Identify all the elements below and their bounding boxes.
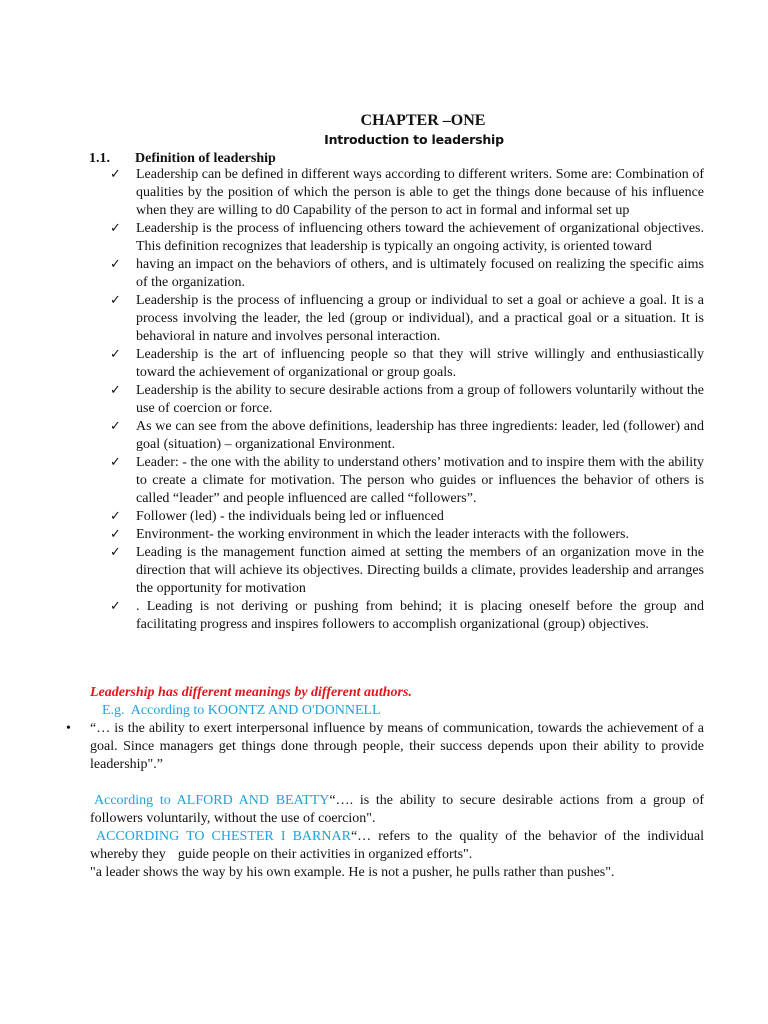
list-item-text: As we can see from the above definitions, leadership has three ingredients: leader, led (follower) and goal (situation) – organizational Environment. [136, 419, 704, 452]
authors-section [66, 684, 704, 882]
chester-quote-end: guide people on their activities in organized efforts". [177, 847, 473, 862]
list-item [110, 382, 704, 418]
koontz-quote [66, 720, 704, 774]
checkmark-icon: ✓ [110, 419, 121, 434]
chester-quote-start: “… refers to the quality of the behavior of the individual whereby they [90, 829, 704, 862]
section-title: Definition of leadership [135, 151, 276, 166]
checkmark-icon: ✓ [110, 293, 121, 308]
eg-line [90, 702, 704, 720]
spacer [90, 774, 704, 792]
list-item [110, 508, 704, 526]
alford-quote: “…. is the ability to secure desirable actions from a group of followers voluntarily, without the use of coercion". [90, 793, 704, 826]
checkmark-icon: ✓ [110, 545, 121, 560]
checkmark-icon: ✓ [110, 347, 121, 362]
koontz-label: According to KOONTZ AND O'DONNELL [130, 703, 381, 718]
list-item-text: Leading is the management function aimed at setting the members of an organization move in the direction that will achieve its objectives. Directing builds a climate, provides leadership and arranges the opportunity for motivation [136, 545, 704, 596]
eg-prefix: E.g. [102, 703, 125, 718]
list-item [110, 454, 704, 508]
list-item [110, 598, 704, 634]
checkmark-icon: ✓ [110, 383, 121, 398]
list-item-text: Leadership is the ability to secure desirable actions from a group of followers voluntarily without the use of coercion or force. [136, 383, 704, 416]
list-item [110, 292, 704, 346]
list-item-text: Leader: - the one with the ability to understand others’ motivation and to inspire them with the ability to create a climate for motivation. The person who guides or influences the behavior of others is called “leader” and people influenced are called “followers”. [136, 455, 704, 506]
authors-heading: Leadership has different meanings by different authors. [90, 685, 412, 700]
chester-label: ACCORDING TO CHESTER I BARNAR [96, 829, 351, 844]
checkmark-icon: ✓ [110, 257, 121, 272]
list-item-text: Environment- the working environment in which the leader interacts with the followers. [136, 527, 629, 542]
checkmark-icon: ✓ [110, 599, 121, 614]
list-item [110, 166, 704, 220]
chapter-subtitle: Introduction to leadership [324, 132, 504, 147]
alford-label: According to ALFORD AND BEATTY [94, 793, 330, 808]
list-item [110, 526, 704, 544]
list-item-text: Leadership is the process of influencing a group or individual to set a goal or achieve a goal. It is a process involving the leader, the led (group or individual), and a practical goal or a situation. It is behavioral in nature and involves personal interaction. [136, 293, 704, 344]
bullet-icon: • [66, 721, 71, 736]
alford-paragraph [90, 792, 704, 828]
list-item [110, 346, 704, 382]
section-number: 1.1. [89, 151, 110, 166]
checkmark-icon: ✓ [110, 167, 121, 182]
closing-quote: "a leader shows the way by his own example. He is not a pusher, he pulls rather than pushes". [90, 865, 615, 880]
list-item-text: Leadership is the process of influencing others toward the achievement of organizational objectives. This definition recognizes that leadership is typically an ongoing activity, is oriented toward [136, 221, 704, 254]
list-item-text: Leadership is the art of influencing people so that they will strive willingly and enthusiastically toward the achievement of organizational or group goals. [136, 347, 704, 380]
checkmark-icon: ✓ [110, 527, 121, 542]
list-item-text: . Leading is not deriving or pushing from behind; it is placing oneself before the group and facilitating progress and inspires followers to accomplish organizational (group) objectives. [136, 599, 704, 632]
list-item [110, 418, 704, 454]
list-item [110, 544, 704, 598]
chapter-title: CHAPTER –ONE [360, 112, 486, 129]
checkmark-icon: ✓ [110, 455, 121, 470]
list-item-text: Follower (led) - the individuals being led or influenced [136, 509, 444, 524]
list-item-text: Leadership can be defined in different ways according to different writers. Some are: Combination of qualities by the position of which the person is able to get the things done because of his influence when they are willing to d0 Capability of the person to act in formal and informal set up [136, 167, 704, 218]
list-item [110, 220, 704, 256]
koontz-quote-text: “… is the ability to exert interpersonal influence by means of communication, towards the achievement of a goal. Since managers get things done through people, their success depends upon their ability to provide leadership".” [90, 721, 704, 772]
list-item [110, 256, 704, 292]
chester-paragraph [90, 828, 704, 864]
checkmark-icon: ✓ [110, 221, 121, 236]
list-item-text: having an impact on the behaviors of others, and is ultimately focused on realizing the specific aims of the organization. [136, 257, 704, 290]
checkmark-icon: ✓ [110, 509, 121, 524]
definition-checklist [110, 166, 704, 634]
